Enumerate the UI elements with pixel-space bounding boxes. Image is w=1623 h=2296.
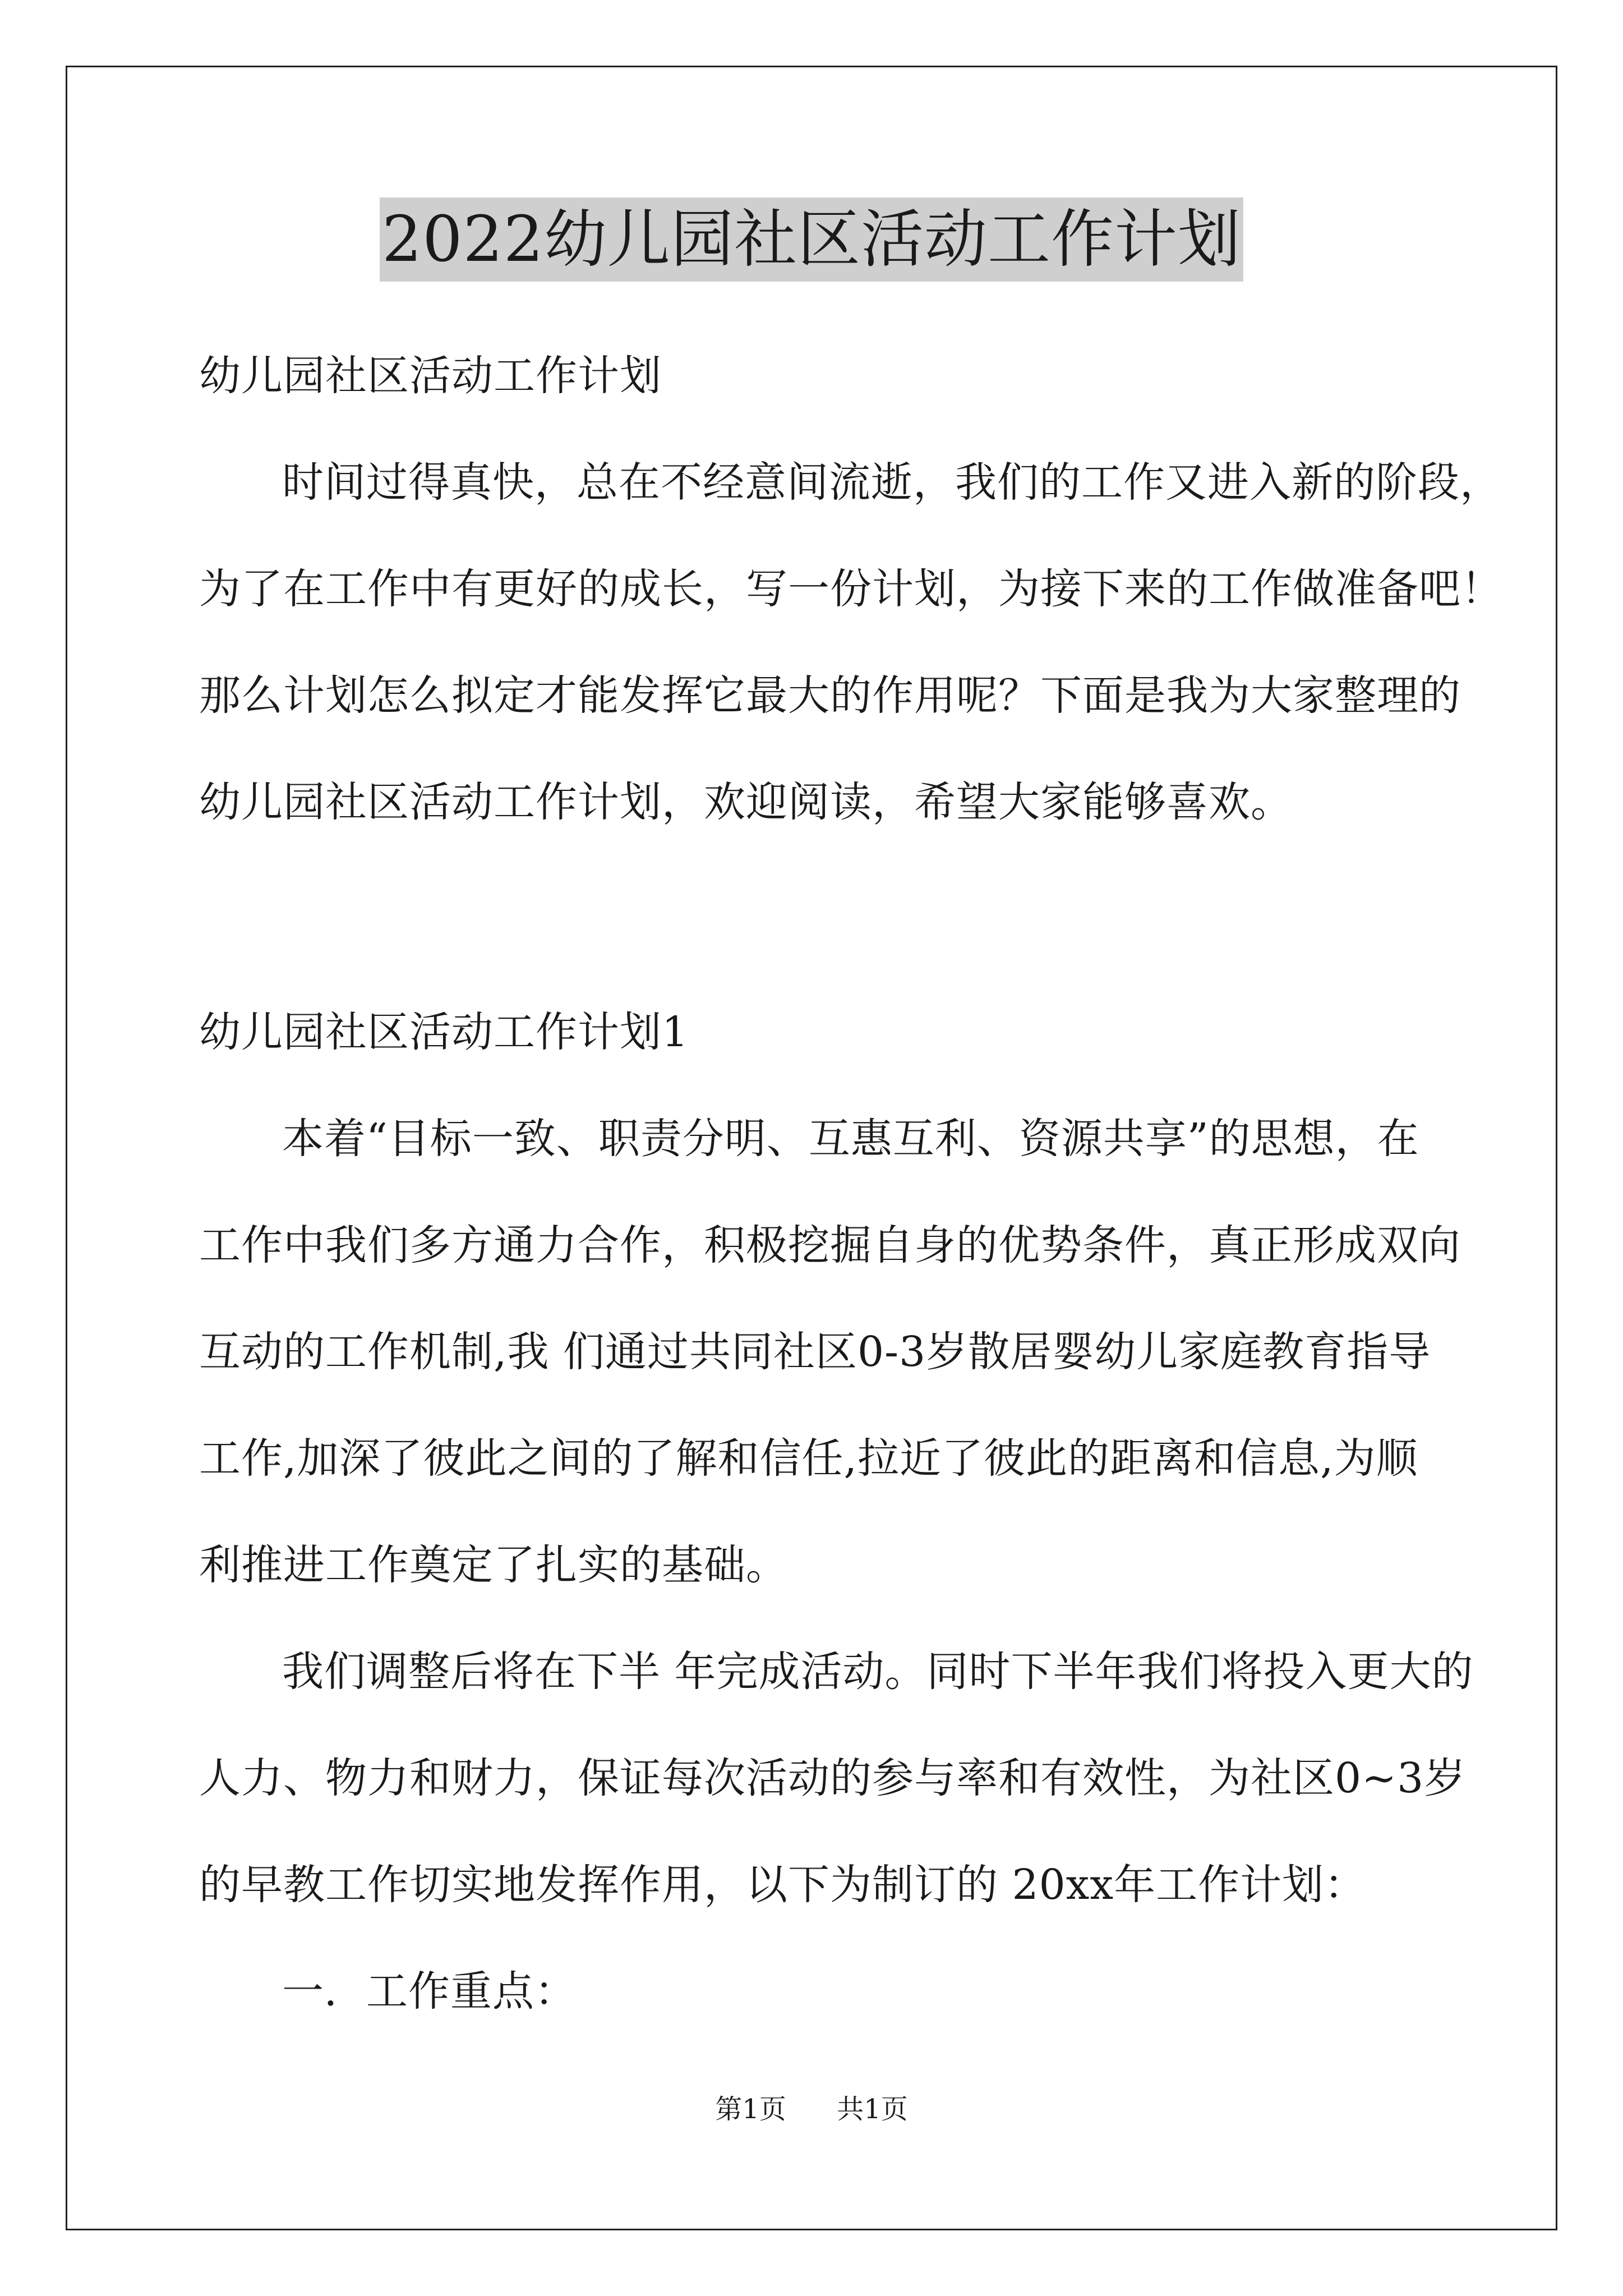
para-1-line-3: 互动的工作机制,我 们通过共同社区0-3岁散居婴幼儿家庭教育指导 xyxy=(199,1328,1431,1376)
intro-line-1: 时间过得真快，总在不经意间流逝，我们的工作又进入新的阶段， xyxy=(282,458,1502,507)
title-container xyxy=(0,197,1623,282)
section-1 xyxy=(199,979,1474,2045)
para-1-line-2: 工作中我们多方通力合作，积极挖掘自身的优势条件，真正形成双向 xyxy=(199,1221,1461,1269)
document-body xyxy=(199,323,1503,855)
page-footer xyxy=(0,2092,1623,2126)
page-number: 第1页 xyxy=(715,2093,786,2125)
section-1-heading: 幼儿园社区活动工作计划1 xyxy=(199,1008,689,1056)
intro-line-2: 为了在工作中有更好的成长，写一份计划，为接下来的工作做准备吧！ xyxy=(199,565,1503,613)
page-total: 共1页 xyxy=(837,2093,908,2125)
subtitle: 幼儿园社区活动工作计划 xyxy=(199,352,662,400)
para-1-line-4: 工作,加深了彼此之间的了解和信任,拉近了彼此的距离和信息,为顺 xyxy=(199,1434,1418,1483)
intro-line-3: 那么计划怎么拟定才能发挥它最大的作用呢？下面是我为大家整理的 xyxy=(199,671,1461,720)
para-1-line-5: 利推进工作奠定了扎实的基础。 xyxy=(199,1541,788,1589)
document-title: 2022幼儿园社区活动工作计划 xyxy=(380,197,1243,282)
intro-line-4: 幼儿园社区活动工作计划，欢迎阅读，希望大家能够喜欢。 xyxy=(199,778,1293,826)
para-2-line-2: 人力、物力和财力，保证每次活动的参与率和有效性，为社区0~3岁 xyxy=(199,1754,1467,1802)
para-1-line-1: 本着“目标一致、职责分明、互惠互利、资源共享”的思想，在 xyxy=(282,1115,1419,1163)
para-2-line-1: 我们调整后将在下半 年完成活动。同时下半年我们将投入更大的 xyxy=(282,1648,1474,1696)
list-item-1: 一．工作重点： xyxy=(282,1967,577,2016)
para-2-line-3: 的早教工作切实地发挥作用，以下为制订的 20xx年工作计划： xyxy=(199,1861,1367,1909)
